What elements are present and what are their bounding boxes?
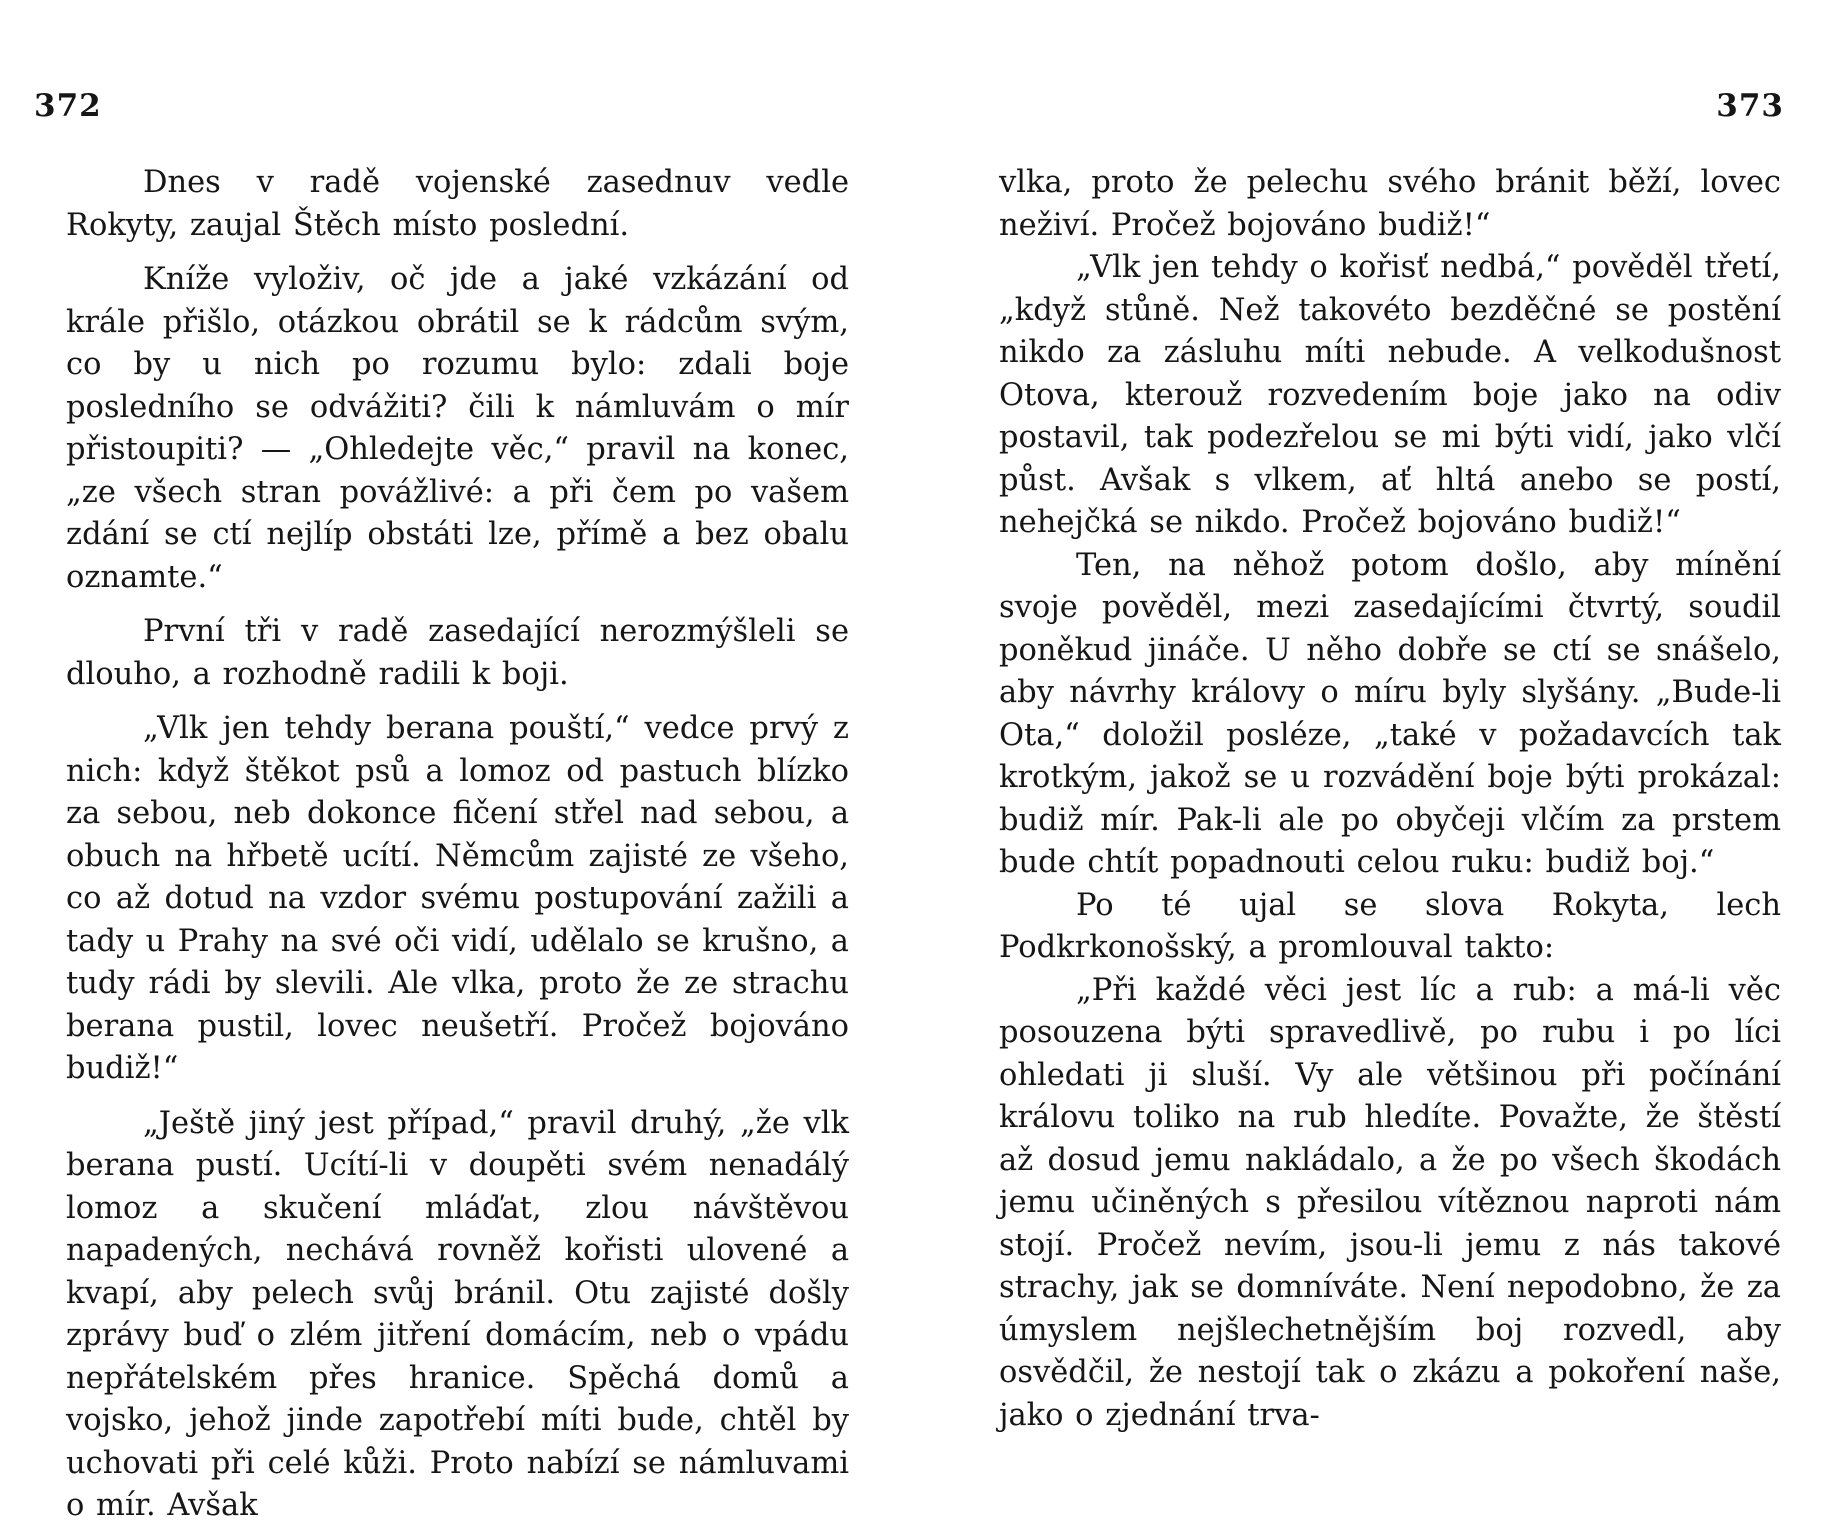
paragraph: Dnes v radě vojenské zasednuv vedle Rokyty, zaujal Štěch místo poslední. bbox=[66, 165, 849, 243]
paragraph: Kníže vyloživ, oč jde a jaké vzkázání od krále přišlo, otázkou obrátil se k rádcům svým, co by u nich po rozumu bylo: zdali boje posledního se odvážiti? čili k námluvám o mír přistoupiti? — „Ohledejte věc,“ pravil na konec, „ze všech stran povážlivé: a při čem po vašem zdání se ctí nejlíp obstáti lze, přímě a bez obalu oznamte.“ bbox=[66, 262, 849, 595]
page-number-left: 372 bbox=[34, 88, 102, 124]
paragraph: „Ještě jiný jest případ,“ pravil druhý, „že vlk berana pustí. Ucítí-li v doupěti svém nenadálý lomoz a skučení mláďat, zlou návštěvou napadených, nechává rovněž kořisti ulovené a kvapí, aby pelech svůj bránil. Otu zajisté došly zprávy buď o zlém jitření domácím, neb o vpádu nepřátelském přes hranice. Spěchá domů a vojsko, jehož jinde zapotřebí míti bude, chtěl by uchovati při celé kůži. Proto nabízí se námluvami o mír. Avšak bbox=[66, 1105, 849, 1523]
left-page bbox=[0, 0, 912, 1523]
page-number-right: 373 bbox=[1716, 88, 1784, 124]
paragraph-continued: vlka, proto že pelechu svého bránit běží, lovec neživí. Pročež bojováno budiž!“ bbox=[999, 165, 1781, 243]
paragraph: „Vlk jen tehdy o kořisť nedbá,“ pověděl třetí, „když stůně. Než takovéto bezděčné se postění nikdo za zásluhu míti nebude. A velkodušnost Otova, kterouž rozvedením boje jako na odiv postavil, tak podezřelou se mi býti vidí, jako vlčí půst. Avšak s vlkem, ať hltá anebo se postí, nehejčká se nikdo. Pročež bojováno budiž!“ bbox=[999, 250, 1781, 540]
right-page bbox=[912, 0, 1824, 1500]
paragraph: Po té ujal se slova Rokyta, lech Podkrkonošský, a promlouval takto: bbox=[999, 887, 1781, 965]
paragraph: „Vlk jen tehdy berana pouští,“ vedce prvý z nich: když štěkot psů a lomoz od pastuch blízko za sebou, neb dokonce fičení střel nad sebou, a obuch na hřbetě ucítí. Němcům zajisté ze všeho, co až dotud na vzdor svému postupování zažili a tady u Prahy na své oči vidí, udělalo se krušno, a tudy rádi by slevili. Ale vlka, proto že ze strachu berana pustil, lovec neušetří. Pročež bojováno budiž!“ bbox=[66, 711, 849, 1086]
paragraph: „Při každé věci jest líc a rub: a má-li věc posouzena býti spravedlivě, po rubu i po líci ohledati ji sluší. Vy ale většinou při počínání královu toliko na rub hledíte. Považte, že štěstí až dosud jemu nakládalo, a že po všech škodách jemu učiněných s přesilou vítěznou naproti nám stojí. Pročež nevím, jsou-li jemu z nás takové strachy, jak se domníváte. Není nepodobno, že za úmyslem nejšlechetnějším boj rozvedl, aby osvědčil, že nestojí tak o zkázu a pokoření naše, jako o zjednání trva- bbox=[999, 972, 1781, 1433]
paragraph: První tři v radě zasedající nerozmýšleli se dlouho, a rozhodně radili k boji. bbox=[66, 614, 849, 692]
left-page-text bbox=[66, 162, 849, 1528]
right-page-text bbox=[999, 162, 1781, 1437]
paragraph: Ten, na něhož potom došlo, aby mínění svoje pověděl, mezi zasedajícími čtvrtý, soudil poněkud jináče. U něho dobře se ctí se snášelo, aby návrhy královy o míru byly slyšány. „Bude-li Ota,“ doložil posléze, „také v požadavcích tak krotkým, jakož se u rozvádění boje býti prokázal: budiž mír. Pak-li ale po obyčeji vlčím za prstem bude chtít popadnouti celou ruku: budiž boj.“ bbox=[999, 547, 1781, 880]
